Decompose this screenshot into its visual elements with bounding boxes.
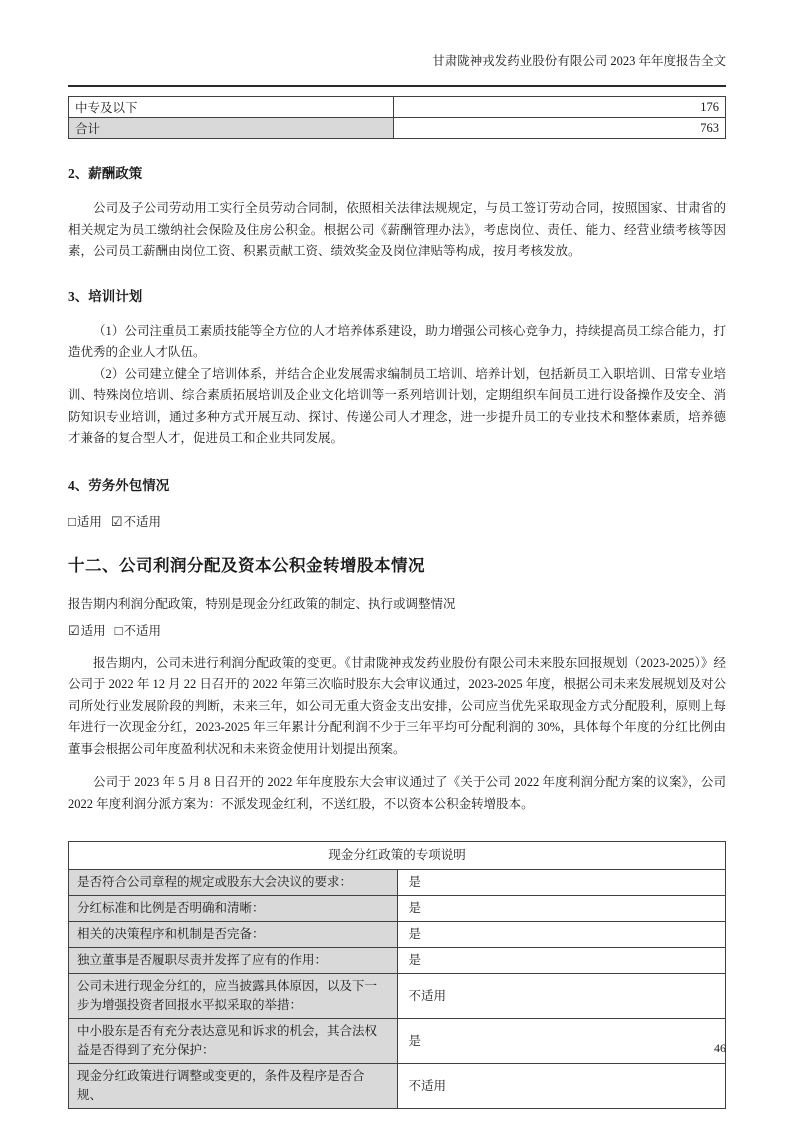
table-row bbox=[69, 97, 726, 118]
checkbox-option-applicable bbox=[68, 624, 106, 638]
table-title-row bbox=[69, 842, 726, 870]
checkbox-label: 适用 bbox=[76, 514, 102, 529]
total-label: 合计 bbox=[69, 118, 394, 139]
dividend-row-label: 中小股东是否有充分表达意见和诉求的机会，其合法权益是否得到了充分保护： bbox=[69, 1019, 398, 1064]
dividend-row-label: 公司未进行现金分红的，应当披露具体原因，以及下一步为增强投资者回报水平拟采取的举措： bbox=[69, 974, 398, 1019]
dividend-row-value: 是 bbox=[397, 870, 726, 896]
checkbox-checked-icon: ☑ bbox=[68, 622, 80, 638]
table-row-total bbox=[69, 118, 726, 139]
dividend-row-value: 是 bbox=[397, 948, 726, 974]
education-level-value: 176 bbox=[394, 97, 726, 118]
table-row bbox=[69, 896, 726, 922]
checkbox-label: 适用 bbox=[80, 623, 106, 638]
section-heading-training-plan: 3、培训计划 bbox=[68, 288, 143, 304]
chapter-applicability-row bbox=[68, 622, 726, 640]
profit-distribution-paragraph-2: 公司于 2023 年 5 月 8 日召开的 2022 年年度股东大会审议通过了《关于公司 2022 年度利润分配方案的议案》，公司 2022 年度利润分派方案为：不派发现金红利，不送红股，不以资本公积金转增股本。 bbox=[68, 775, 726, 811]
education-count-table bbox=[68, 96, 726, 139]
checkbox-option-not-applicable bbox=[111, 515, 161, 529]
page-header bbox=[68, 0, 726, 87]
table-row bbox=[69, 948, 726, 974]
checkbox-option-applicable bbox=[68, 515, 102, 529]
training-paragraph-2: （2）公司建立健全了培训体系，并结合企业发展需求编制员工培训、培养计划，包括新员工入职培训、日常专业培训、特殊岗位培训、综合素质拓展培训及企业文化培训等一系列培训计划，定期组织车间员工进行设备操作及安全、消防知识专业培训，通过多种方式开展互动、探讨、传递公司人才理念，进一步提升员工的专业技术和整体素质，培养德才兼备的复合型人才，促进员工和企业共同发展。 bbox=[68, 366, 726, 445]
dividend-row-value: 不适用 bbox=[397, 1064, 726, 1109]
report-header-title: 甘肃陇神戎发药业股份有限公司 2023 年年度报告全文 bbox=[432, 54, 726, 68]
checkbox-option-not-applicable bbox=[115, 624, 161, 638]
profit-distribution-paragraph-1: 报告期内，公司未进行利润分配政策的变更。《甘肃陇神戎发药业股份有限公司未来股东回报规划（2023-2025）》经公司于 2022 年 12 月 22 日召开的 2022 年第三次临时股东大会审议通过，2023-2025 年度，根据公司未来发展规划及对公司所处行业发展阶段的判断，未来三年，如公司无重大资金支出安排，公司应当优先采取现金方式分配股利，原则上每年进行一次现金分红，2023-2025 年三年累计分配利润不少于三年平均可分配利润的 30%，具体每个年度的分红比例由董事会根据公司年度盈利状况和未来资金使用计划提出预案。 bbox=[68, 655, 726, 756]
dividend-row-label: 相关的决策程序和机制是否完备： bbox=[69, 922, 398, 948]
checkbox-label: 不适用 bbox=[123, 623, 162, 638]
checkbox-unchecked-icon: □ bbox=[68, 513, 76, 529]
table-row bbox=[69, 1064, 726, 1109]
dividend-row-value: 不适用 bbox=[397, 974, 726, 1019]
dividend-row-label: 分红标准和比例是否明确和清晰： bbox=[69, 896, 398, 922]
outsourcing-applicability-row bbox=[68, 513, 726, 531]
checkbox-checked-icon: ☑ bbox=[110, 513, 123, 529]
total-value: 763 bbox=[394, 118, 726, 139]
chapter-heading-profit-distribution: 十二、公司利润分配及资本公积金转增股本情况 bbox=[68, 555, 425, 575]
cash-dividend-policy-table bbox=[68, 841, 726, 1109]
table-row bbox=[69, 870, 726, 896]
dividend-policy-description-line: 报告期内利润分配政策，特别是现金分红政策的制定、执行或调整情况 bbox=[68, 596, 456, 611]
dividend-row-label: 独立董事是否履职尽责并发挥了应有的作用： bbox=[69, 948, 398, 974]
dividend-table-title: 现金分红政策的专项说明 bbox=[69, 842, 726, 870]
dividend-row-value: 是 bbox=[397, 896, 726, 922]
training-paragraph-1: （1）公司注重员工素质技能等全方位的人才培养体系建设，助力增强公司核心竞争力，持续提高员工综合能力，打造优秀的企业人才队伍。 bbox=[68, 323, 726, 359]
checkbox-label: 不适用 bbox=[123, 514, 162, 529]
checkbox-unchecked-icon: □ bbox=[114, 622, 123, 638]
dividend-row-label: 现金分红政策进行调整或变更的，条件及程序是否合规、 bbox=[69, 1064, 398, 1109]
section-heading-labor-outsourcing: 4、劳务外包情况 bbox=[68, 477, 170, 493]
section-heading-salary-policy: 2、薪酬政策 bbox=[68, 166, 143, 181]
table-row bbox=[69, 922, 726, 948]
education-level-label: 中专及以下 bbox=[69, 97, 394, 118]
table-row bbox=[69, 974, 726, 1019]
page-number: 46 bbox=[714, 1041, 726, 1055]
dividend-row-value: 是 bbox=[397, 1019, 726, 1064]
dividend-row-label: 是否符合公司章程的规定或股东大会决议的要求： bbox=[69, 870, 398, 896]
table-row bbox=[69, 1019, 726, 1064]
dividend-row-value: 是 bbox=[397, 922, 726, 948]
salary-policy-paragraph: 公司及子公司劳动用工实行全员劳动合同制，依照相关法律法规规定，与员工签订劳动合同，按照国家、甘肃省的相关规定为员工缴纳社会保险及住房公积金。根据公司《薪酬管理办法》，考虑岗位、责任、能力、经营业绩考核等因素，公司员工薪酬由岗位工资、积累贡献工资、绩效奖金及岗位津贴等构成，按月考核发放。 bbox=[68, 201, 726, 258]
header-divider-rule bbox=[68, 85, 726, 87]
